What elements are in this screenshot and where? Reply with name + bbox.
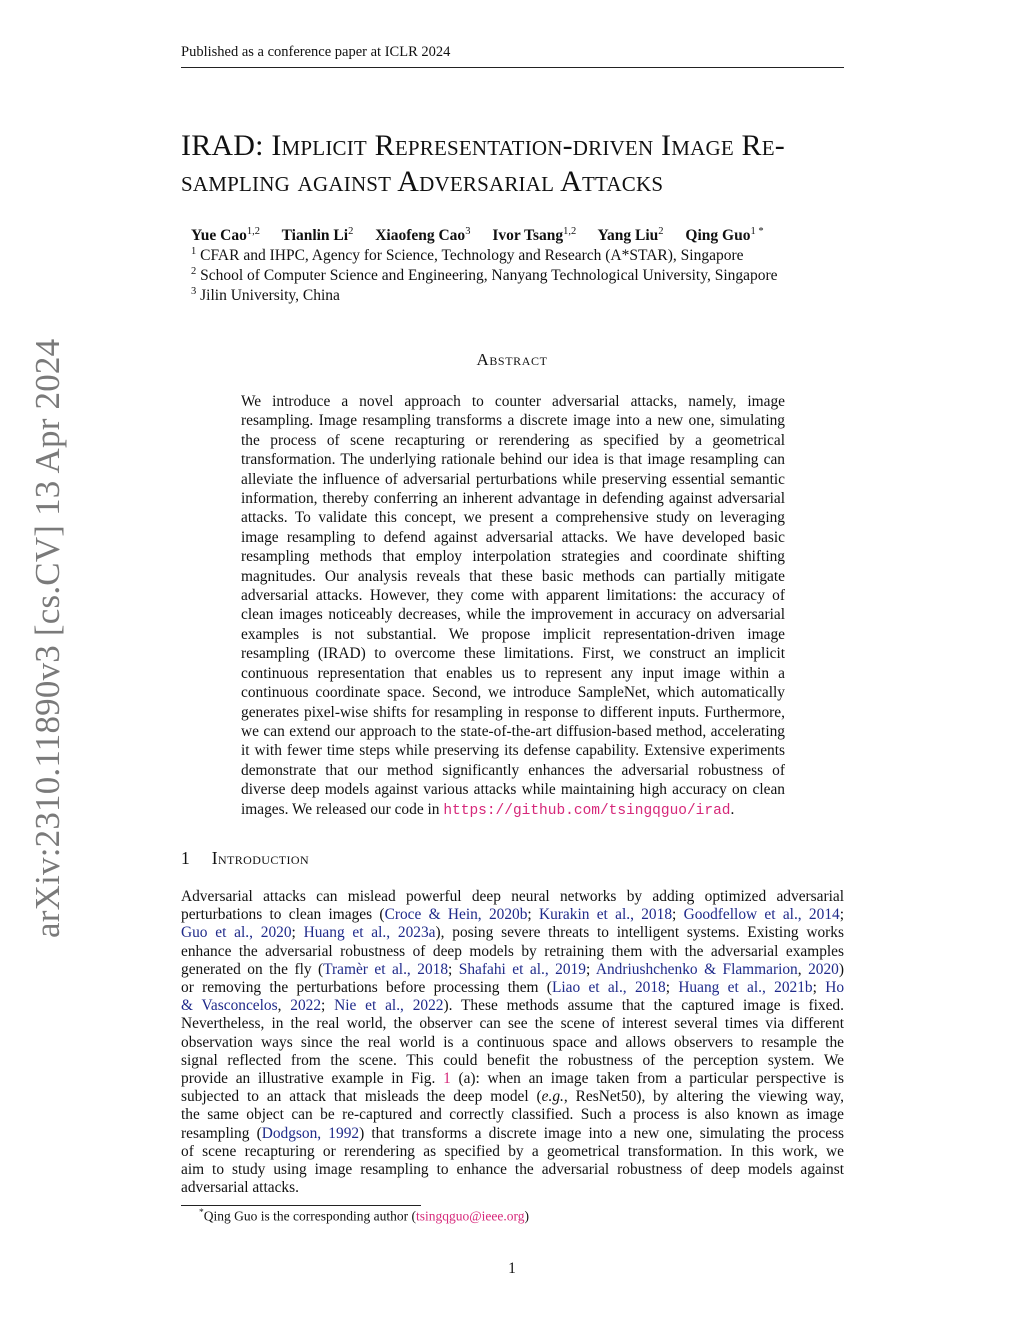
intro-text: perturbations to clean images ( [181,906,385,924]
intro-line [181,997,844,1015]
page-number: 1 [508,1260,516,1277]
citation-link[interactable]: Kurakin et al., 2018 [539,906,673,924]
citation-link[interactable]: 2020 [808,960,839,978]
intro-line [181,1015,844,1033]
affiliation-2: $^2$ School of Computer Science and Engineering, Nanyang Technological University, Singapore [191,266,778,285]
intro-text: generated on the fly ( [181,960,324,978]
affiliation-3: $^3$ Jilin University, China [191,286,340,305]
author: Xiaofeng Cao$^3$ [375,226,471,245]
intro-text: , [277,997,291,1015]
citation-link[interactable]: Nie et al., 2022 [334,997,444,1015]
intro-text: ) [838,960,845,978]
intro-line [181,924,844,942]
citation-link[interactable]: Guo et al., 2020 [181,924,292,942]
section-number: 1 [181,848,190,868]
title-line-1: IRAD: Implicit Representation-driven Image Re- [181,129,785,162]
abstract-body: We introduce a novel approach to counter adversarial attacks, namely, image resampling. Image resampling transforms a discrete image into a new one, simulating the process of scene recapturing or rerendering as specified by a geometrical transformation. The underlying rationale behind our idea is that image resampling can alleviate the influence of adversarial perturbations while preserving essential semantic information, thereby conferring an inherent advantage in defending against adversarial attacks. To validate this concept, we present a comprehensive study on leveraging image resampling to defend against adversarial attacks. We have developed basic resampling methods that employ interpolation strategies and coordinate shifting magnitudes. Our analysis reveals that these basic methods can partially mitigate adversarial attacks. However, they come with apparent limitations: the accuracy of clean images noticeably decreases, while the improvement in accuracy on adversarial examples is not substantial. We propose implicit representation-driven image resampling (IRAD) to overcome these limitations. First, we construct an implicit continuous representation that enables us to represent any input image within a continuous coordinate space. Second, we introduce SampleNet, which automatically generates pixel-wise shifts for resampling in response to different inputs. Furthermore, we can extend our approach to the state-of-the-art diffusion-based method, accelerating it with fewer time steps while preserving its defense capability. Extensive experiments demonstrate that our method significantly enhances the adversarial robustness of diverse deep models against various attacks while maintaining high accuracy on clean images. We released our code in https://github.com/tsingqguo/irad. [241,393,785,819]
citation-link[interactable]: Dodgson, 1992 [261,1124,360,1142]
arxiv-stamp: arXiv:2310.11890v3 [cs.CV] 13 Apr 2024 [28,338,67,938]
citation-link[interactable]: Shafahi et al., 2019 [458,960,586,978]
intro-text: ; [665,979,679,997]
intro-text: , [797,960,809,978]
abstract-text: We introduce a novel approach to counter adversarial attacks, namely, image resampling. Image resampling transforms a discrete image into a new one, simulating the process of scene recapturing or rerendering as specified by a geometrical transformation. The underlying rationale behind our idea is that image resampling can alleviate the influence of adversarial perturbations while preserving essential semantic information, thereby conferring an inherent advantage in defending against adversarial attacks. To validate this concept, we present a comprehensive study on leveraging image resampling to defend against adversarial attacks. We have developed basic resampling methods that employ interpolation strategies and coordinate shifting magnitudes. Our analysis reveals that these basic methods can partially mitigate adversarial attacks. However, they come with apparent limitations: the accuracy of clean images noticeably decreases, while the improvement in accuracy on adversarial examples is not substantial. We propose implicit representation-driven image resampling (IRAD) to overcome these limitations. First, we construct an implicit continuous representation that enables us to represent any input image within a continuous coordinate space. Second, we introduce SampleNet, which automatically generates pixel-wise shifts for resampling in response to different inputs. Furthermore, we can extend our approach to the state-of-the-art diffusion-based method, accelerating it with fewer time steps while preserving its defense capability. Extensive experiments demonstrate that our method significantly enhances the adversarial robustness of diverse deep models against various attacks while maintaining high accuracy on clean images. We released our code in [241,393,785,818]
author: Yang Liu$^2$ [597,226,664,245]
code-link[interactable]: https://github.com/tsingqguo/irad [443,802,731,819]
footnote: *Qing Guo is the corresponding author (tsingqguo@ieee.org) [199,1208,530,1224]
intro-text: ; [812,979,826,997]
intro-text: ) that transforms a discrete image into a new one, simulating the process [359,1124,845,1142]
intro-text: adversarial attacks. [181,1179,299,1197]
intro-line [181,1125,844,1143]
citation-link[interactable]: Tramèr et al., 2018 [323,960,449,978]
citation-link[interactable]: Huang et al., 2021b [678,979,813,997]
intro-text: observation ways since the real world is a continuous space and allows observers to resample the [181,1033,844,1051]
intro-line [181,1088,844,1106]
intro-text: ; [448,960,459,978]
intro-line [181,1070,844,1088]
introduction-body [181,888,844,1197]
citation-link[interactable]: 2022 [290,997,322,1015]
intro-line [181,1143,844,1161]
intro-text: ; [527,906,539,924]
intro-text: ; [672,906,684,924]
intro-text: the same object can be re-captured and correctly classified. Such a process is also known as image [181,1106,844,1124]
intro-text: aim to study using image resampling to enhance the adversarial robustness of deep models against [181,1161,844,1179]
intro-text: ; [291,924,304,942]
intro-text: ). These methods assume that the captured image is fixed. [443,997,844,1015]
intro-text: ; [585,960,596,978]
citation-link[interactable]: Croce & Hein, 2020b [384,906,528,924]
intro-line [181,1179,844,1197]
intro-text: of scene recapturing or rerendering as specified by a geometrical transformation. In this work, we [181,1142,844,1160]
citation-link[interactable]: & Vasconcelos [181,997,278,1015]
affiliation-1: $^1$ CFAR and IHPC, Agency for Science, Technology and Research (A*STAR), Singapore [191,246,744,265]
intro-text: e.g. [541,1088,564,1106]
intro-line [181,906,844,924]
intro-text: (a): when an image taken from a particular perspective is [450,1070,844,1088]
intro-text: provide an illustrative example in Fig. [181,1070,444,1088]
intro-text: Nevertheless, in the real world, the observer can see the scene of interest several times via different [181,1015,844,1033]
intro-text: resampling ( [181,1124,262,1142]
figure-ref[interactable]: 1 [443,1070,451,1088]
email-link[interactable]: tsingqguo@ieee.org [415,1208,525,1224]
citation-link[interactable]: Huang et al., 2023a [303,924,436,942]
intro-text: ; [321,997,335,1015]
intro-text: subjected to an attack that misleads the deep model ( [181,1088,542,1106]
intro-line [181,888,844,906]
abstract-heading: Abstract [476,350,548,369]
author: Qing Guo$^{1 *}$ [685,226,764,245]
intro-line [181,1052,844,1070]
intro-text: ), posing severe threats to intelligent systems. Existing works [435,924,844,942]
paper-title [181,128,861,200]
citation-link[interactable]: Liao et al., 2018 [551,979,666,997]
intro-line [181,1106,844,1124]
title-line-2: sampling against Adversarial Attacks [181,165,664,198]
intro-text: ; [839,906,844,924]
intro-line [181,961,844,979]
intro-text: Adversarial attacks can mislead powerful deep neural networks by adding optimized adversarial [181,888,844,905]
section-heading [181,848,309,869]
citation-link[interactable]: Andriushchenko & Flammarion [595,960,798,978]
author: Yue Cao$^{1,2}$ [191,226,260,245]
intro-text: , ResNet50), by altering the viewing way, [563,1088,844,1106]
intro-line [181,1034,844,1052]
citation-link[interactable]: Goodfellow et al., 2014 [683,906,840,924]
intro-text: signal reflected from the scene. This could benefit the robustness of the perception system. We [181,1051,844,1069]
footnote-rule [181,1205,421,1206]
running-header: Published as a conference paper at ICLR 2024 [181,44,844,68]
intro-line [181,943,844,961]
author-list [191,226,782,245]
section-title: Introduction [211,848,310,868]
author: Tianlin Li$^2$ [281,226,354,245]
citation-link[interactable]: Ho [825,979,845,997]
intro-text: enhance the adversarial robustness of deep models by retraining them with the adversarial examples [181,942,844,960]
author: Ivor Tsang$^{1,2}$ [492,226,577,245]
intro-line [181,979,844,997]
intro-text: or removing the perturbations before processing them ( [181,979,552,997]
intro-line [181,1161,844,1179]
